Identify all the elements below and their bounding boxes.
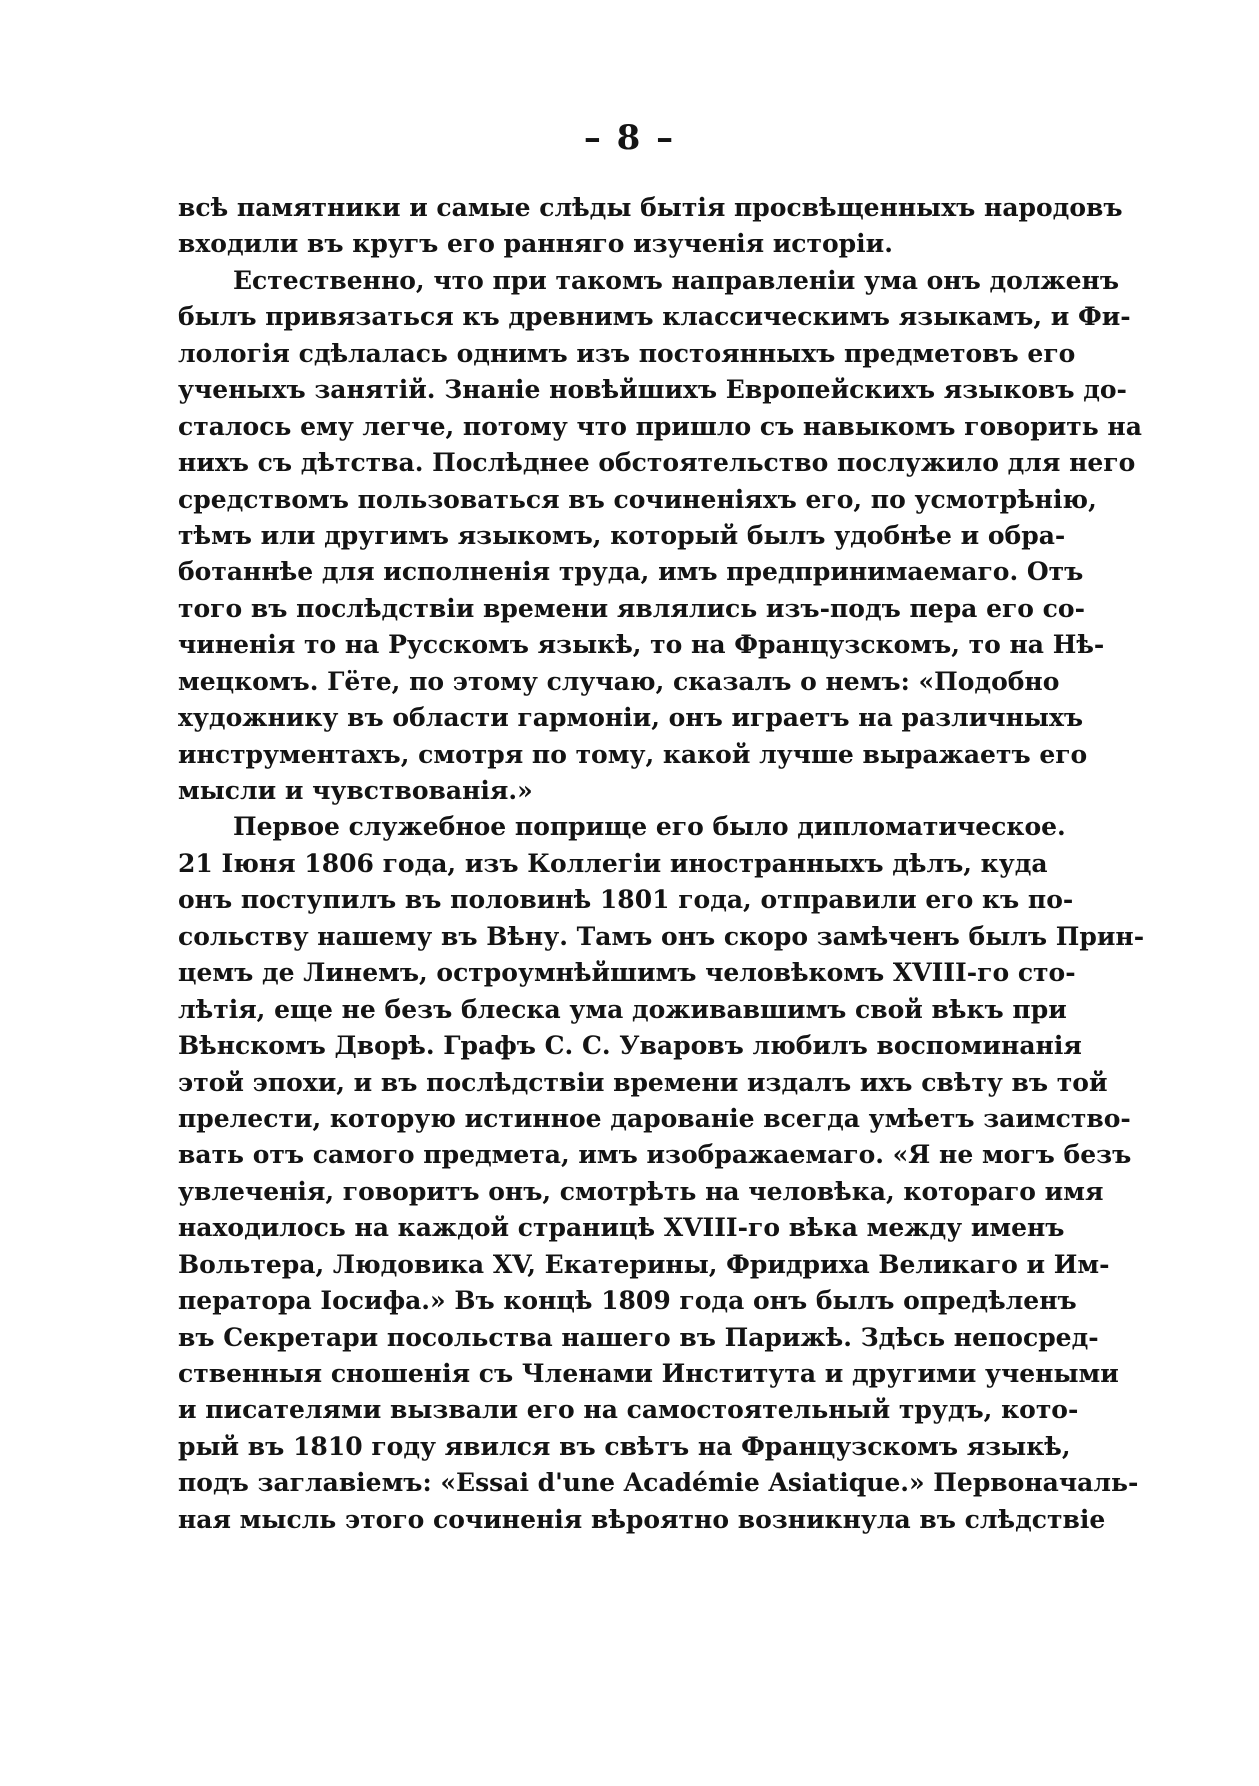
- text-line: художнику въ области гармоніи, онъ играетъ на различныхъ: [178, 703, 1084, 733]
- text-line: вать отъ самого предмета, имъ изображаемаго. «Я не могъ безъ: [178, 1140, 1132, 1170]
- text-line: ученыхъ занятій. Знаніе новѣйшихъ Европейскихъ языковъ до-: [178, 375, 1127, 405]
- text-line: и писателями вызвали его на самостоятельный трудъ, кото-: [178, 1395, 1079, 1425]
- text-line: средствомъ пользоваться въ сочиненіяхъ его, по усмотрѣнію,: [178, 484, 1097, 514]
- page-number: – 8 –: [583, 118, 676, 158]
- text-line: ная мысль этого сочиненія вѣроятно возникнула въ слѣдствіе: [178, 1504, 1106, 1534]
- text-line: находилось на каждой страницѣ XVIII-го вѣка между именъ: [178, 1213, 1065, 1243]
- text-line: входили въ кругъ его ранняго изученія исторіи.: [178, 229, 893, 259]
- text-line: Естественно, что при такомъ направленіи ума онъ долженъ: [233, 265, 1120, 295]
- text-line: этой эпохи, и въ послѣдствіи времени издалъ ихъ свѣту въ той: [178, 1067, 1108, 1097]
- text-line: мецкомъ. Гёте, по этому случаю, сказалъ о немъ: «Подобно: [178, 666, 1060, 696]
- text-line: онъ поступилъ въ половинѣ 1801 года, отправили его къ по-: [178, 885, 1074, 915]
- text-line: лѣтія, еще не безъ блеска ума доживавшимъ свой вѣкъ при: [178, 994, 1067, 1024]
- text-line: инструментахъ, смотря по тому, какой лучше выражаетъ его: [178, 739, 1088, 769]
- text-line: мысли и чувствованія.»: [178, 776, 533, 805]
- text-line: сольству нашему въ Вѣну. Тамъ онъ скоро замѣченъ былъ Прин-: [178, 921, 1145, 951]
- text-line: ботаннѣе для исполненія труда, имъ предпринимаемаго. Отъ: [178, 557, 1084, 587]
- text-line: 21 Іюня 1806 года, изъ Коллегіи иностранныхъ дѣлъ, куда: [178, 848, 1048, 878]
- text-line: лологія сдѣлалась однимъ изъ постоянныхъ предметовъ его: [178, 338, 1076, 368]
- text-line: прелести, которую истинное дарованіе всегда умѣетъ заимство-: [178, 1103, 1131, 1133]
- text-line: цемъ де Линемъ, остроумнѣйшимъ человѣкомъ XVIII-го сто-: [178, 958, 1076, 988]
- text-line: всѣ памятники и самые слѣды бытія просвѣщенныхъ народовъ: [178, 193, 1123, 222]
- text-line: чиненія то на Русскомъ языкѣ, то на Французскомъ, то на Нѣ-: [178, 630, 1105, 660]
- page-text: [178, 190, 1145, 1538]
- text-line: ственныя сношенія съ Членами Института и другими учеными: [178, 1359, 1119, 1388]
- text-line: Первое служебное поприще его было дипломатическое.: [233, 812, 1066, 842]
- text-line: былъ привязаться къ древнимъ классическимъ языкамъ, и Фи-: [178, 302, 1131, 332]
- text-line: нихъ съ дѣтства. Послѣднее обстоятельство послужило для него: [178, 448, 1136, 478]
- text-line: Вѣнскомъ Дворѣ. Графъ С. С. Уваровъ любилъ воспоминанія: [178, 1031, 1082, 1061]
- text-line: ператора Іосифа.» Въ концѣ 1809 года онъ былъ опредѣленъ: [178, 1286, 1077, 1316]
- text-line: увлеченія, говоритъ онъ, смотрѣть на человѣка, котораго имя: [178, 1176, 1104, 1206]
- text-line: того въ послѣдствіи времени являлись изъ-подъ пера его со-: [178, 593, 1085, 623]
- text-line: Вольтера, Людовика XV, Екатерины, Фридриха Великаго и Им-: [178, 1249, 1110, 1279]
- text-line: подъ заглавіемъ: «Essai d'une Académie Asiatique.» Первоначаль-: [178, 1468, 1139, 1498]
- text-line: сталось ему легче, потому что пришло съ навыкомъ говорить на: [178, 411, 1142, 441]
- text-line: тѣмъ или другимъ языкомъ, который былъ удобнѣе и обра-: [178, 520, 1066, 550]
- text-line: рый въ 1810 году явился въ свѣтъ на Французскомъ языкѣ,: [178, 1431, 1071, 1461]
- text-line: въ Секретари посольства нашего въ Парижѣ. Здѣсь непосред-: [178, 1322, 1099, 1352]
